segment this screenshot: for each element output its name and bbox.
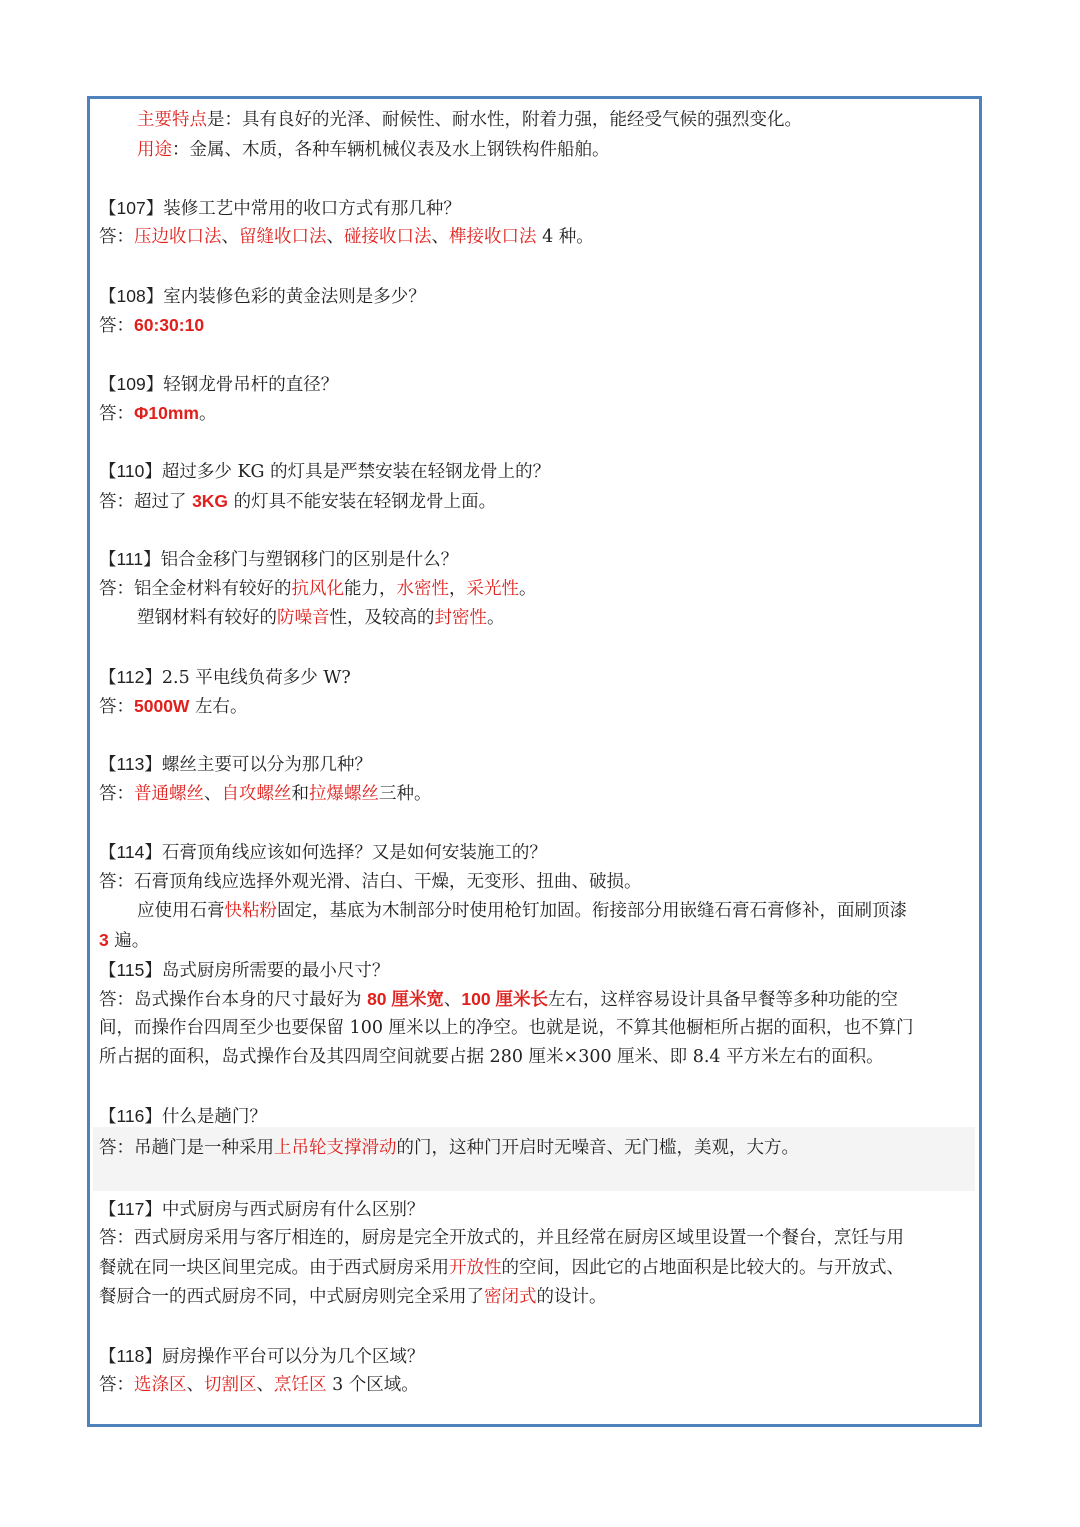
answer-115-line3: 所占据的面积，岛式操作台及其四周空间就要占据 280 厘米×300 厘米、即 8.4 平方米左右的面积。 [99,1047,884,1067]
answer-term: 快粘粉 [224,901,277,921]
question-text: 2.5 平电线负荷多少 W? [161,668,351,688]
question-number: 【116】 [99,1106,162,1126]
answer-term: 3KG [192,491,229,511]
answer-tail: 三种。 [379,784,432,804]
answer-mid: 固定，基底为木制部分时使用枪钉加固。衔接部分用嵌缝石膏石膏修补，面刷顶漆 [277,901,907,921]
question-text: 石膏顶角线应该如何选择？又是如何安装施工的？ [161,843,547,863]
answer-mid: 性，及较高的 [329,608,435,628]
answer-112 [99,695,248,718]
answer-113 [99,783,432,805]
sep: 、 [221,227,239,247]
question-111 [99,548,458,571]
question-number: 【117】 [99,1199,162,1219]
answer-prefix: 塑钢材料有较好的 [137,608,277,628]
question-113 [99,753,372,776]
answer-term: 防噪音 [277,608,330,628]
question-number: 【118】 [99,1346,162,1366]
answer-term: 留缝收口法 [239,227,327,247]
answer-term: 采光性 [466,579,519,599]
question-110 [99,460,550,483]
answer-term: 80 厘米宽 [367,989,444,1009]
answer-term: 3 [99,930,109,950]
use-text: ：金属、木质，各种车辆机械仪表及水上钢铁构件船舶。 [172,140,610,160]
answer-term: 上吊轮支撑滑动 [274,1138,397,1158]
answer-tail: 。 [487,608,505,628]
answer-tail: 4 种。 [536,227,594,247]
question-text: 铝合金移门与塑钢移门的区别是什么？ [160,550,459,570]
use-label: 用途 [137,140,172,160]
answer-111 [99,578,537,600]
question-number: 【114】 [99,842,162,862]
question-109 [99,373,338,396]
answer-116 [99,1137,799,1159]
use-line [137,139,610,161]
answer-prefix: 餐厨合一的西式厨房不同，中式厨房则完全采用了 [99,1287,484,1307]
sep: 和 [291,784,309,804]
answer-tail: 。 [519,579,537,599]
question-text: 轻钢龙骨吊杆的直径？ [163,375,339,395]
answer-term: 抗风化 [291,579,344,599]
answer-prefix: 答：吊趟门是一种采用 [99,1138,274,1158]
answer-108 [99,314,204,337]
question-107 [99,197,461,220]
answer-110 [99,490,496,513]
question-number: 【111】 [99,549,161,569]
answer-term: 水密性 [396,579,449,599]
question-117 [99,1198,424,1221]
sep: 、 [186,1375,204,1395]
question-118 [99,1345,424,1368]
answer-term: 拉爆螺丝 [309,784,379,804]
question-text: 室内装修色彩的黄金法则是多少？ [163,287,426,307]
feature-label: 主要特点 [137,110,207,130]
feature-text: 是：具有良好的光泽、耐候性、耐水性，附着力强，能经受气候的强烈变化。 [207,110,802,130]
answer-prefix: 答： [99,316,134,336]
question-number: 【115】 [99,960,162,980]
answer-117-line1: 答：西式厨房采用与客厅相连的，厨房是完全开放式的，并且经常在厨房区域里设置一个餐台，烹饪与用 [99,1228,904,1248]
answer-term: 5000W [134,696,190,716]
answer-tail: 3 个区域。 [326,1375,419,1395]
answer-prefix: 答： [99,1375,134,1395]
answer-prefix: 餐就在同一块区间里完成。由于西式厨房采用 [99,1258,449,1278]
question-text: 螺丝主要可以分为那几种？ [161,755,372,775]
answer-term: 压边收口法 [134,227,222,247]
question-text: 装修工艺中常用的收口方式有那几种？ [163,199,461,219]
question-114 [99,841,547,864]
feature-line [137,109,802,131]
answer-115-line1 [99,988,898,1011]
sep: 、 [431,227,449,247]
answer-tail: 。 [198,404,217,424]
answer-115-line2: 间，而操作台四周至少也要保留 100 厘米以上的净空。也就是说，不算其他橱柜所占据的面积，也不算门 [99,1018,914,1038]
answer-117-line3 [99,1286,607,1308]
answer-tail: 的设计。 [536,1287,607,1307]
sep: 、 [204,784,222,804]
answer-114-line2 [137,900,907,922]
question-text: 厨房操作平台可以分为几个区域？ [161,1347,425,1367]
question-number: 【110】 [99,461,162,481]
answer-tail: 左右，这样容易设计具备早餐等多种功能的空 [547,990,898,1010]
question-text: 超过多少 KG 的灯具是严禁安装在轻钢龙骨上的？ [161,462,551,482]
answer-term: 密闭式 [484,1287,537,1307]
answer-term: 烹饪区 [274,1375,327,1395]
sep: 、 [256,1375,274,1395]
question-115 [99,959,389,982]
answer-114-line3 [99,929,149,952]
answer-term: 开放性 [449,1258,502,1278]
answer-118 [99,1374,419,1396]
sep: ， [449,579,467,599]
sep: 能力， [344,579,397,599]
answer-term: 自攻螺丝 [221,784,292,804]
question-number: 【112】 [99,667,162,687]
answer-term: 切割区 [204,1375,257,1395]
question-number: 【107】 [99,198,164,218]
answer-107 [99,226,594,248]
question-text: 岛式厨房所需要的最小尺寸？ [161,961,390,981]
answer-term: 普通螺丝 [134,784,204,804]
answer-term: 选涤区 [134,1375,187,1395]
sep: 、 [443,990,462,1010]
answer-prefix: 答：铝全金材料有较好的 [99,579,292,599]
answer-term: 60:30:10 [134,315,205,335]
answer-tail: 的门，这种门开启时无噪音、无门槛，美观，大方。 [396,1138,799,1158]
answer-term: Φ10mm [134,403,199,423]
answer-term: 封密性 [434,608,487,628]
answer-114-line1: 答：石膏顶角线应选择外观光滑、洁白、干燥，无变形、扭曲、破损。 [99,872,642,892]
question-number: 【113】 [99,754,162,774]
answer-prefix: 应使用石膏 [137,901,225,921]
answer-109 [99,402,216,425]
answer-tail: 左右。 [189,697,248,717]
answer-prefix: 答：超过了 [99,492,193,512]
answer-prefix: 答： [99,697,134,717]
question-108 [99,285,426,308]
answer-111-line2 [137,607,505,629]
answer-tail: 的灯具不能安装在轻钢龙骨上面。 [228,492,497,512]
answer-117-line2 [99,1257,904,1279]
question-text: 什么是趟门？ [161,1107,267,1127]
question-116 [99,1105,267,1128]
answer-prefix: 答： [99,404,134,424]
sep: 、 [326,227,344,247]
answer-prefix: 答：岛式操作台本身的尺寸最好为 [99,990,368,1010]
answer-term: 碰接收口法 [344,227,432,247]
answer-term: 100 厘米长 [461,989,548,1009]
question-number: 【109】 [99,374,164,394]
question-text: 中式厨房与西式厨房有什么区别？ [161,1200,425,1220]
answer-tail: 的空间，因此它的占地面积是比较大的。与开放式、 [501,1258,904,1278]
answer-prefix: 答： [99,784,134,804]
question-number: 【108】 [99,286,164,306]
question-112 [99,666,351,689]
answer-term: 榫接收口法 [449,227,537,247]
answer-prefix: 答： [99,227,134,247]
answer-tail: 遍。 [108,931,150,951]
